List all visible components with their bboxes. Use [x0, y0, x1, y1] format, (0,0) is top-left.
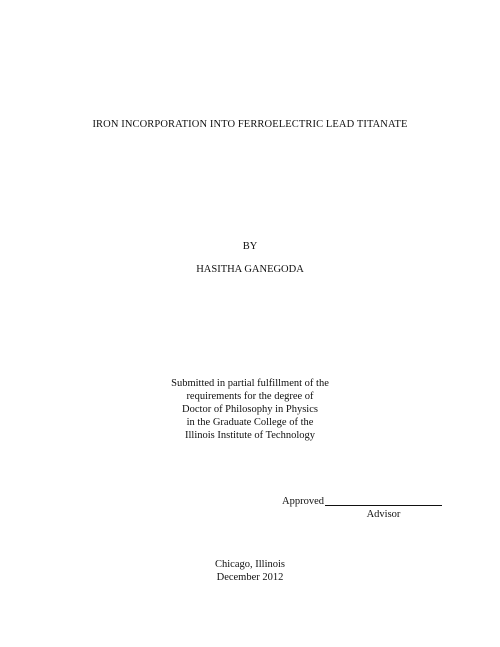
- by-label: BY: [242, 241, 258, 252]
- advisor-label: Advisor: [366, 509, 401, 520]
- signature-line: [325, 505, 442, 506]
- statement-line: Submitted in partial fulfillment of the: [171, 378, 329, 389]
- statement-line: Illinois Institute of Technology: [184, 430, 315, 442]
- thesis-title: IRON INCORPORATION INTO FERROELECTRIC LEAD TITANATE: [92, 119, 408, 130]
- approved-label: Approved: [282, 496, 324, 507]
- date: December 2012: [216, 572, 284, 583]
- statement-line: requirements for the degree of: [186, 391, 314, 403]
- author-name: HASITHA GANEGODA: [196, 264, 304, 275]
- submission-statement: [0, 377, 500, 442]
- statement-line: in the Graduate College of the: [186, 417, 314, 429]
- statement-line: Doctor of Philosophy in Physics: [182, 404, 318, 416]
- location: Chicago, Illinois: [215, 559, 285, 570]
